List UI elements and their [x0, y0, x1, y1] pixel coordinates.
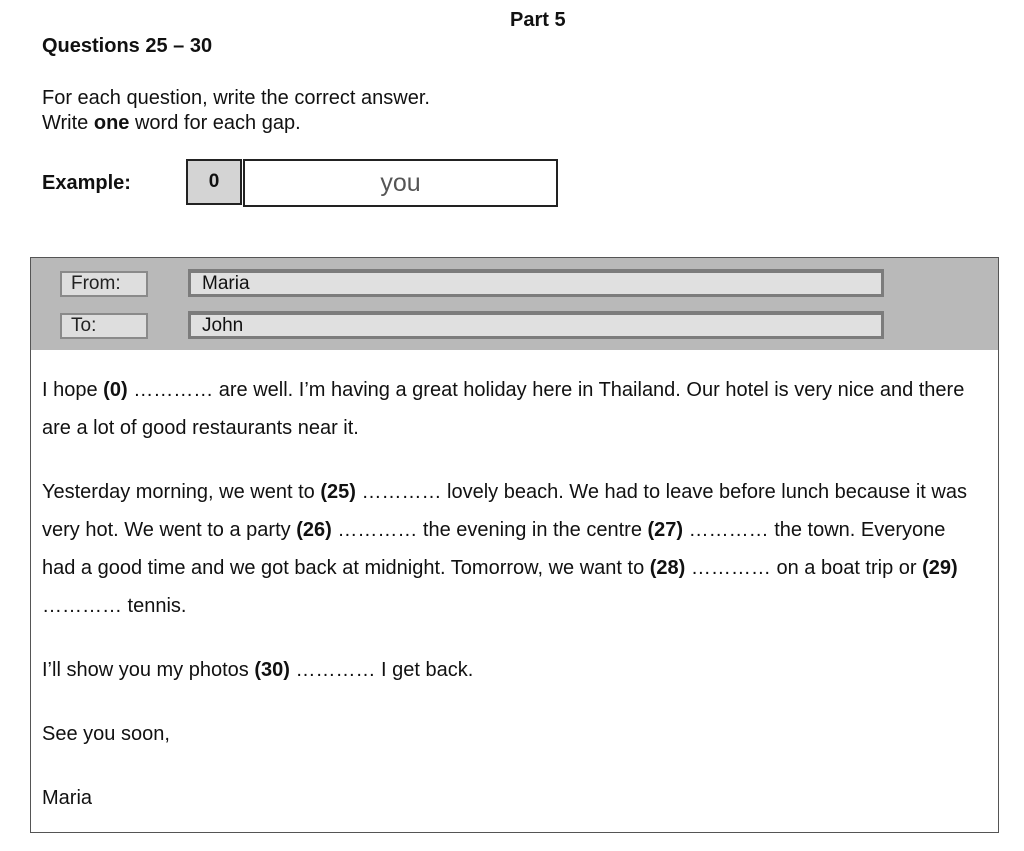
gap-25: ………… [361, 481, 442, 503]
text: I hope [42, 379, 104, 401]
text: tennis. [122, 595, 187, 617]
gap-28: ………… [690, 557, 771, 579]
text: the town. Everyone had a good time and we got back at midnight. Tomorrow, we want to [42, 519, 946, 579]
gap-number-28: (28) [649, 557, 686, 579]
from-label: From: [60, 271, 148, 297]
text: on a boat trip or [770, 557, 923, 579]
paragraph-1 [42, 371, 982, 447]
email-header [31, 258, 998, 350]
instruction-line-2 [42, 111, 430, 136]
instruction-text: word for each gap. [129, 112, 301, 134]
text: lovely beach. We had to leave before lunch because it was very hot. We went to a party [42, 481, 967, 541]
gap-27: ………… [688, 519, 769, 541]
gap-0: ………… [133, 379, 214, 401]
gap-26: ………… [337, 519, 418, 541]
gap-number-27: (27) [647, 519, 684, 541]
example-answer-box: you [243, 159, 558, 207]
gap-number-0: (0) [103, 379, 128, 401]
gap-number-29: (29) [922, 557, 958, 579]
example-number-box: 0 [186, 159, 242, 205]
text: I get back. [375, 659, 474, 681]
to-field: John [188, 311, 884, 339]
paragraph-3 [42, 651, 982, 689]
gap-number-30: (30) [254, 659, 290, 681]
to-label: To: [60, 313, 148, 339]
gap-number-26: (26) [296, 519, 332, 541]
gap-29: ………… [42, 595, 122, 617]
paragraph-2 [42, 473, 982, 625]
text: Yesterday morning, we went to [42, 481, 321, 503]
gap-number-25: (25) [320, 481, 356, 503]
email-body [42, 371, 982, 843]
text: are well. I’m having a great holiday here in Thailand. Our hotel is very nice and there are a lot of good restaurants near it. [42, 379, 965, 439]
instruction-emphasis: one [93, 112, 130, 134]
text: I’ll show you my photos [42, 659, 255, 681]
email-panel [30, 257, 999, 833]
instruction-text: Write [42, 112, 94, 134]
instructions [42, 86, 430, 136]
signature: Maria [42, 787, 93, 809]
text: the evening in the centre [417, 519, 648, 541]
questions-heading: Questions 25 – 30 [42, 35, 213, 57]
gap-30: ………… [295, 659, 376, 681]
from-field: Maria [188, 269, 884, 297]
example-label: Example: [42, 172, 131, 194]
closing: See you soon, [42, 723, 170, 745]
instruction-line-1: For each question, write the correct answer. [42, 87, 430, 109]
part-title: Part 5 [510, 9, 566, 31]
